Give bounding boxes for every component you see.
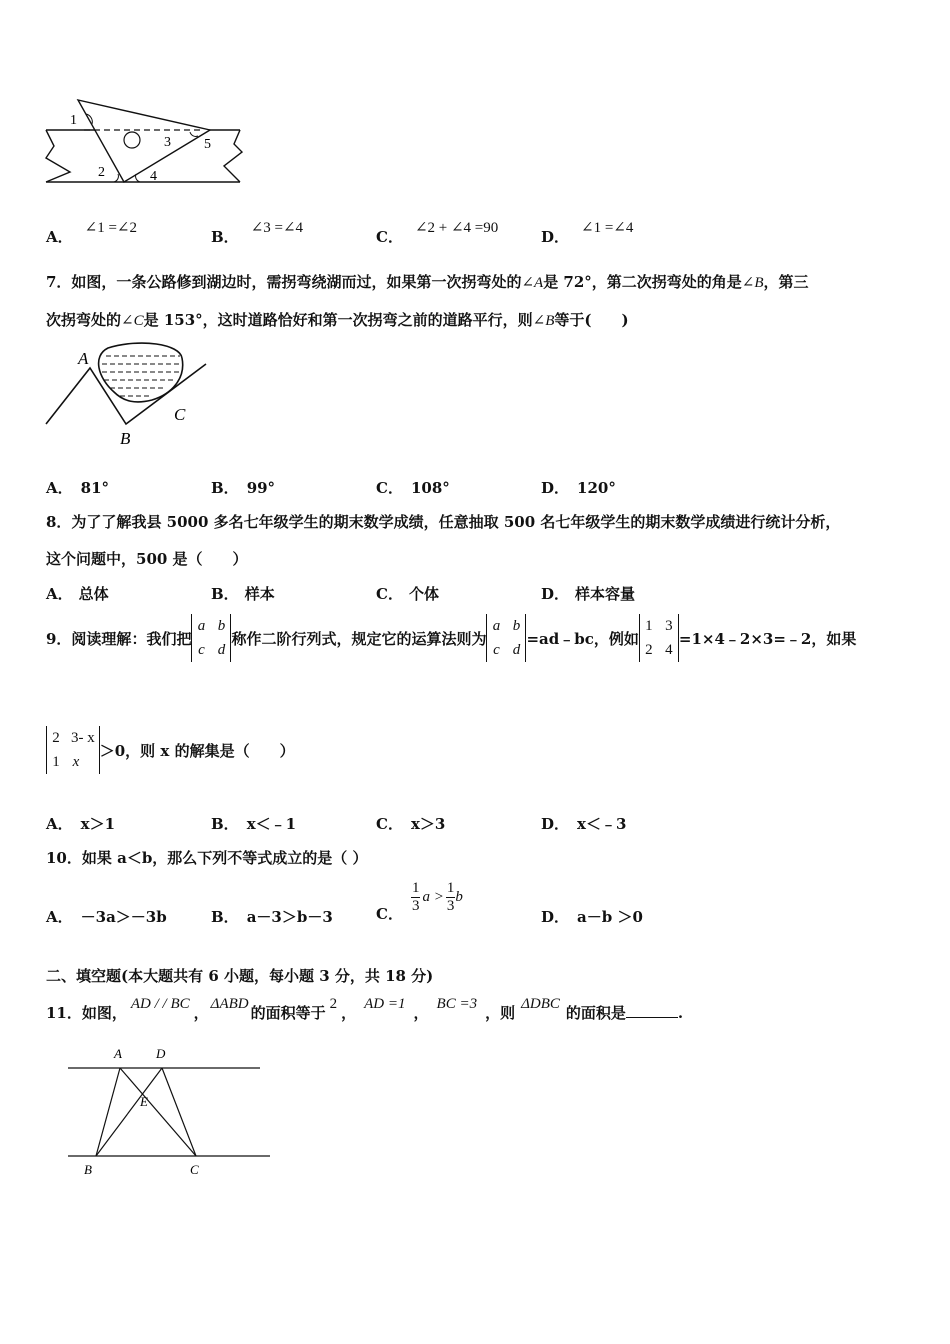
option-expression: ∠2 + ∠4 =90 [414,220,499,236]
q11-figure [62,1040,276,1180]
q8-option-c[interactable]: C． 个体 [376,585,439,603]
option-letter: D． [541,228,570,246]
q11-label-b: B [84,1162,92,1177]
q11-label-a: A [114,1046,122,1061]
q11-label-e: E [140,1094,148,1109]
determinant-example: 1 3 2 4 [639,614,679,662]
q6-figure [40,92,250,188]
q7-option-d[interactable]: D． 120° [541,479,616,497]
q6-label-2: 2 [98,165,105,180]
option-expression: ∠3 =∠4 [250,220,304,236]
q10-option-d[interactable]: D． a－b ＞0 [541,908,643,926]
q9-stem-line1: 9．阅读理解：我们把 a b c d 称作二阶行列式，规定它的运算法则为 a b c d =ad﹣bc，例如 1 3 2 4 =1×4﹣2×3=﹣2，如果 [46,614,856,662]
q7-option-a[interactable]: A． 81° [46,479,110,497]
fraction-one-third: $\frac{1}{3}$ [446,880,455,914]
q8-stem-line1: 8．为了了解我县 5000 多名七年级学生的期末数学成绩，任意抽取 500 名七年级学生的期末数学成绩进行统计分析， [46,513,841,531]
option-letter: B． [211,228,239,246]
q6-label-1: 1 [70,113,77,128]
answer-blank[interactable] [626,1003,678,1018]
q6-label-4: 4 [150,169,157,184]
q7-figure [40,338,216,448]
option-expression: ∠1 =∠4 [581,220,634,236]
q11-label-d: D [156,1046,166,1061]
q6-label-5: 5 [204,137,211,152]
q6-label-3: 3 [164,135,171,150]
q6-option-a[interactable] [46,220,137,247]
option-letter: C． [376,228,403,246]
q6-option-b[interactable] [211,220,304,247]
q10-option-b[interactable]: B． a－3＞b－3 [211,908,333,926]
q9-option-b[interactable]: B． x＜﹣1 [211,815,297,833]
q7-label-c: C [174,405,186,424]
q8-option-d[interactable]: D． 样本容量 [541,585,636,603]
q7-stem-line2: 次拐弯处的∠C是 153°，这时道路恰好和第一次拐弯之前的道路平行，则∠B等于( ) [46,311,629,329]
q10-option-a[interactable]: A． －3a＞－3b [46,908,167,926]
q9-option-d[interactable]: D． x＜﹣3 [541,815,627,833]
determinant-condition: 2 3- x 1 x [46,726,100,774]
q7-stem-line1: 7．如图，一条公路修到湖边时，需拐弯绕湖而过，如果第一次拐弯处的∠A是 72°，第二次拐弯处的角是∠B，第三 [46,273,809,291]
q7-option-b[interactable]: B． 99° [211,479,276,497]
q6-option-d[interactable] [541,220,634,247]
section-heading: 二、填空题(本大题共有 6 小题，每小题 3 分，共 18 分) [46,967,434,985]
option-letter: A． [46,228,73,246]
q7-label-a: A [78,349,89,368]
determinant-abcd-rule: a b c d [486,614,526,662]
q10-stem: 10．如果 a＜b，那么下列不等式成立的是（ ） [46,849,368,867]
q7-option-c[interactable]: C． 108° [376,479,450,497]
q8-option-b[interactable]: B． 样本 [211,585,275,603]
q6-option-c[interactable] [376,220,499,247]
q9-option-c[interactable]: C． x＞3 [376,815,446,833]
q9-option-a[interactable]: A． x＞1 [46,815,116,833]
q8-stem-line2: 这个问题中，500 是（ ） [46,550,248,568]
option-expression: ∠1 =∠2 [84,220,137,236]
determinant-abcd: a b c d [191,614,231,662]
q7-label-b: B [120,429,131,448]
q11-label-c: C [190,1162,199,1177]
q11-stem: 11．如图， AD / / BC ， ΔABD 的面积等于 2 ， AD =1 ， BC =3 ，则 ΔDBC 的面积是 . [46,996,684,1022]
q10-option-c[interactable]: C． $\frac{1}{3}$ a > $\frac{1}{3}$ b [376,880,463,923]
q9-stem-line2: 2 3- x 1 x ＞0，则 x 的解集是（ ） [46,726,295,774]
fraction-one-third: $\frac{1}{3}$ [411,880,420,914]
q8-option-a[interactable]: A． 总体 [46,585,109,603]
